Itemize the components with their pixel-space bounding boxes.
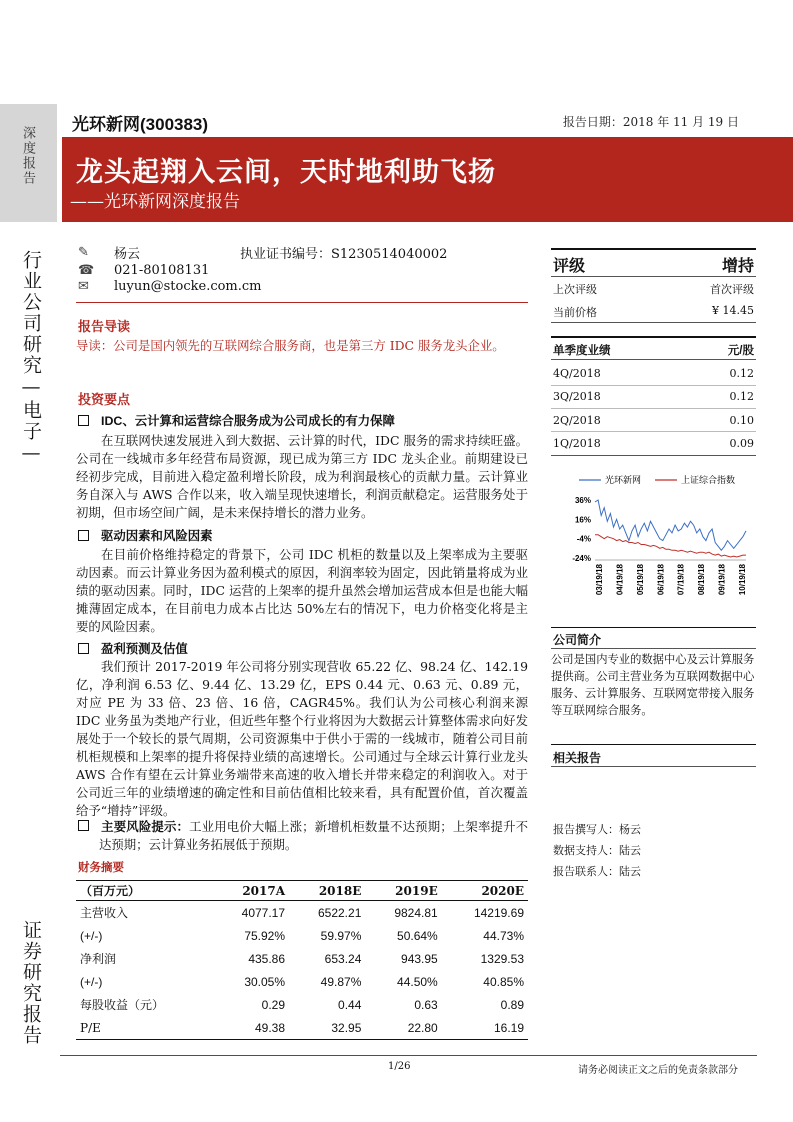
analyst-phone: 021-80108131 — [114, 262, 210, 278]
x-tick-label: 08/19/18 — [697, 564, 707, 596]
footer-rule — [60, 1055, 757, 1056]
bullet-drivers-title: 驱动因素和风险因素 — [101, 529, 213, 543]
mail-icon: ✉ — [78, 278, 89, 294]
legend-stock-label: 光环新网 — [605, 475, 642, 485]
financials-header-cell: 2018E — [289, 881, 365, 901]
bullet-risk-text: 工业用电价大幅上涨；新增机柜数量不达预期；上架率提升不达预期；云计算业务拓展低于预期。 — [99, 819, 529, 852]
page-number: 1/26 — [388, 1061, 411, 1072]
side-report-tag-text: 深度报告 — [21, 126, 36, 186]
eps-row-rule — [551, 431, 756, 432]
table-cell: 9824.81 — [394, 905, 438, 920]
table-cell: 44.50% — [397, 974, 438, 989]
table-cell: 22.80 — [365, 1016, 441, 1040]
table-cell: 4077.17 — [241, 905, 286, 920]
table-cell: 435.86 — [248, 951, 286, 966]
x-tick-label: 06/19/18 — [656, 564, 666, 596]
side-report-tag — [0, 104, 57, 222]
financials-header-cell: （百万元） — [76, 881, 213, 901]
main-title: 龙头起翔入云间，天时地利助飞扬 — [76, 157, 496, 187]
related-title: 相关报告 — [553, 751, 602, 765]
author-line: 报告撰写人：杨云 — [553, 823, 641, 836]
table-cell: 49.38 — [213, 1016, 289, 1040]
table-cell: 0.44 — [338, 997, 362, 1012]
data-support-line: 数据支持人：陆云 — [553, 844, 641, 857]
rating-top-rule — [551, 248, 756, 250]
prev-rating-value: 首次评级 — [710, 283, 754, 296]
price-label: 当前价格 — [553, 306, 597, 319]
financials-header-cell: 2019E — [365, 881, 441, 901]
eps-header-right: 元/股 — [727, 345, 754, 357]
table-cell: 每股收益（元） — [80, 998, 165, 1012]
eps-top-rule — [551, 336, 756, 338]
eps-quarter: 1Q/2018 — [553, 437, 601, 450]
bullet-idc — [78, 411, 395, 429]
price-chart-svg — [551, 470, 756, 620]
y-tick-label: 36% — [574, 496, 591, 505]
bullet-risk — [76, 818, 528, 854]
x-tick-label: 03/19/18 — [595, 564, 604, 596]
legend-index-label: 上证综合指数 — [681, 475, 736, 485]
bullet-idc-text: 在互联网快速发展进入到大数据、云计算的时代，IDC 服务的需求持续旺盛。公司在一线城市多年经营布局资源，现已成为第三方 IDC 龙头企业。前期建设已经初步完成，目前进入稳定盈利增长阶段，成为利润最核心的贡献力量。云计算业务自深入与 AWS 合作以来，收入端呈现快速增长，利润贡献稳定。运营服务处于初期，但市场空间广阔，是未来保持增长的潜力业务。 — [76, 433, 528, 520]
eps-quarter: 2Q/2018 — [553, 414, 601, 427]
y-tick-label: -4% — [576, 534, 591, 544]
points-title: 投资要点 — [78, 392, 131, 407]
checkbox-icon — [78, 530, 89, 541]
eps-quarter: 4Q/2018 — [553, 367, 601, 380]
table-cell: 59.97% — [320, 928, 362, 943]
intro-rule — [551, 648, 756, 649]
bullet-forecast — [78, 639, 188, 657]
list-item — [553, 367, 754, 380]
series-line-stock — [595, 500, 746, 550]
price-rule — [551, 322, 756, 323]
table-cell: 主营收入 — [80, 906, 129, 920]
phone-icon: ☎ — [78, 262, 95, 278]
related-top-rule — [551, 744, 756, 745]
disclaimer-note: 请务必阅读正文之后的免责条款部分 — [578, 1065, 738, 1076]
rating-rule — [551, 276, 756, 277]
analyst-cert: 执业证书编号：S1230514040002 — [240, 246, 448, 262]
analyst-name-row — [78, 243, 447, 261]
eps-header-rule — [551, 359, 756, 360]
table-cell: 净利润 — [80, 952, 117, 966]
table-cell: (+/-) — [80, 974, 103, 989]
table-row — [76, 970, 528, 993]
table-cell: 75.92% — [244, 928, 286, 943]
checkbox-icon — [78, 415, 89, 426]
financials-header-cell: 2017A — [213, 881, 289, 901]
table-cell: (+/-) — [80, 928, 103, 943]
contact-line: 报告联系人：陆云 — [553, 865, 641, 878]
table-cell: P/E — [76, 1016, 213, 1040]
table-cell: 1329.53 — [480, 951, 524, 966]
y-tick-label: 16% — [574, 515, 591, 525]
table-cell: 0.89 — [500, 997, 524, 1012]
bullet-forecast-text: 我们预计 2017-2019 年公司将分别实现营收 65.22 亿、98.24 亿、142.19 亿，净利润 6.53 亿、9.44 亿、13.29 亿，EPS 0.44 元、0.63 元、0.89 元，对应 PE 为 33 倍、23 倍、16 倍，CAGR45%。我们认为公司核心利润来源 IDC 业务虽为类地产行业，但近些年整个行业将因为大数据云计算整体需求向好发展处于一个较长的景气周期，公司资源集中于供小于需的一线城市，随着公司目前机柜规模和上架率的提升将保持业绩的高速增长。公司通过与全球云计算行业龙头 AWS 合作有望在云计算业务端带来高速的收入增长并带来稳定的利润收入。对于公司近三年的业绩增速的确定性和目前估值相比较来看，具有配置价值，首次覆盖给予“增持”评级。 — [76, 659, 528, 818]
table-cell: 50.64% — [397, 928, 438, 943]
prev-rating-label: 上次评级 — [553, 283, 597, 296]
report-date: 报告日期：2018 年 11 月 19 日 — [562, 115, 739, 129]
related-rule — [551, 766, 756, 767]
eps-row-rule — [551, 385, 756, 386]
financials-header-cell: 2020E — [442, 881, 528, 901]
company-code: 光环新网(300383) — [72, 115, 209, 134]
price-row — [553, 304, 754, 320]
financials-table — [76, 880, 528, 1040]
list-item — [553, 414, 754, 427]
table-cell: 44.73% — [483, 928, 524, 943]
intro-text: 公司是国内专业的数据中心及云计算服务提供商。公司主营业务为互联网数据中心服务、云计算服务、互联网宽带接入服务等互联网综合服务。 — [551, 653, 755, 717]
bullet-risk-title: 主要风险提示： — [101, 820, 190, 834]
table-row — [76, 993, 528, 1016]
analyst-name: 杨云 — [114, 246, 141, 262]
sub-title: ——光环新网深度报告 — [70, 192, 240, 212]
table-row — [76, 924, 528, 947]
eps-value: 0.12 — [729, 390, 754, 403]
intro-title: 公司简介 — [553, 633, 602, 647]
list-item — [553, 390, 754, 403]
eps-header-row — [553, 342, 754, 358]
eps-value: 0.12 — [729, 367, 754, 380]
guide-text: 导读：公司是国内领先的互联网综合服务商，也是第三方 IDC 服务龙头企业。 — [76, 338, 505, 353]
checkbox-icon — [78, 820, 89, 831]
eps-row-rule — [551, 408, 756, 409]
table-cell: 40.85% — [483, 974, 524, 989]
rating-label: 评级 — [553, 258, 586, 275]
table-cell: 16.19 — [442, 1016, 528, 1040]
checkbox-icon — [78, 643, 89, 654]
table-cell: 0.63 — [414, 997, 438, 1012]
table-cell: 653.24 — [324, 951, 362, 966]
broker-vertical-label: 证券研究报告 — [20, 920, 42, 1046]
pen-icon: ✎ — [78, 244, 89, 260]
price-chart — [551, 470, 756, 620]
eps-quarter: 3Q/2018 — [553, 390, 601, 403]
table-cell: 32.95 — [289, 1016, 365, 1040]
x-tick-label: 10/19/18 — [738, 564, 747, 596]
table-row — [76, 901, 528, 925]
table-cell: 6522.21 — [317, 905, 362, 920]
series-line-index — [595, 535, 746, 557]
table-cell: 943.95 — [401, 951, 438, 966]
y-tick-label: -24% — [572, 554, 591, 563]
intro-top-rule — [551, 627, 756, 628]
list-item — [553, 437, 754, 450]
guide-title: 报告导读 — [78, 319, 131, 334]
bullet-forecast-title: 盈利预测及估值 — [101, 642, 188, 656]
x-tick-label: 09/19/18 — [717, 564, 727, 596]
table-cell: 30.05% — [244, 974, 286, 989]
table-cell: 49.87% — [320, 974, 362, 989]
eps-header-left: 单季度业绩 — [553, 345, 611, 357]
x-tick-label: 07/19/18 — [676, 564, 686, 596]
analyst-email-row — [78, 277, 262, 295]
bullet-drivers — [78, 526, 213, 544]
prev-rating-row — [553, 281, 754, 297]
bullet-drivers-text: 在目前价格维持稳定的背景下，公司 IDC 机柜的数量以及上架率成为主要驱动因素。而云计算业务因为盈利模式的原因，利润率较为固定，因此销量将成为业绩的驱动因素。同时，IDC 运营的上架率的提升虽然会增加运营成本但是也能大幅摊薄固定成本，在目前电力成本占比达 50%左右的情况下，电力价格变化将是主要的风险因素。 — [76, 547, 528, 634]
eps-value: 0.10 — [729, 414, 754, 427]
table-row — [76, 947, 528, 970]
table-cell: 14219.69 — [473, 905, 524, 920]
financials-title: 财务摘要 — [78, 862, 124, 874]
price-value: ¥ 14.45 — [712, 304, 754, 317]
eps-bottom-rule — [551, 455, 756, 456]
x-tick-label: 04/19/18 — [615, 564, 625, 596]
financials-header-row — [76, 881, 528, 901]
contact-divider — [76, 302, 528, 303]
x-tick-label: 05/19/18 — [635, 564, 645, 596]
eps-value: 0.09 — [729, 437, 754, 450]
analyst-email[interactable]: luyun@stocke.com.cm — [114, 278, 262, 294]
industry-vertical-label: 行业公司研究—电子— — [20, 250, 42, 466]
table-row — [76, 1016, 528, 1040]
rating-value: 增持 — [721, 258, 754, 275]
table-cell: 0.29 — [261, 997, 286, 1012]
bullet-idc-title: IDC、云计算和运营综合服务成为公司成长的有力保障 — [101, 414, 395, 428]
